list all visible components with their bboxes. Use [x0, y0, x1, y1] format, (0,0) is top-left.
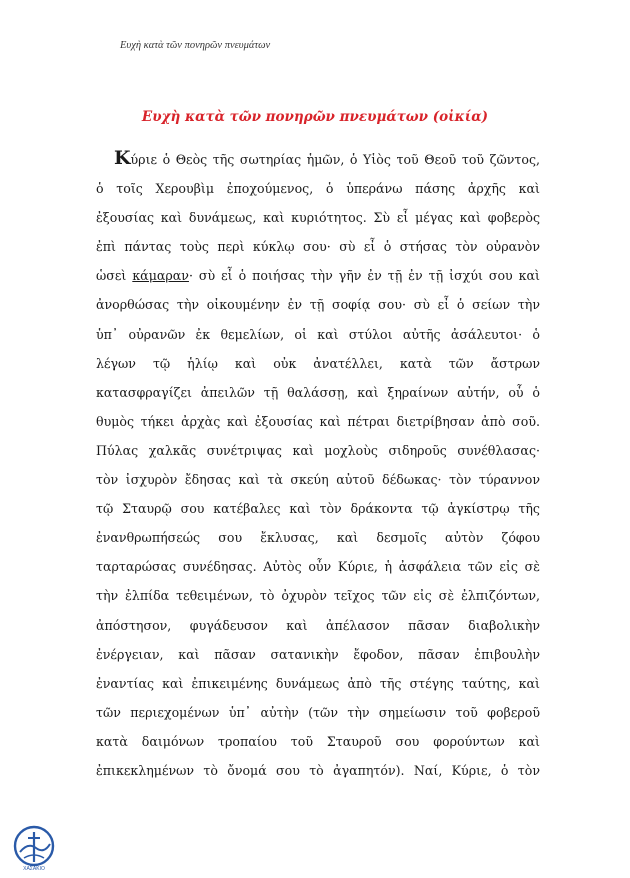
document-title: Ευχὴ κατὰ τῶν πονηρῶν πνευμάτων (οἰκία) [141, 109, 489, 125]
text-line: ἐνέργειαν, καὶ πᾶσαν σατανικὴν ἔφοδον, πᾶσαν ἐπιβουλὴν [96, 646, 540, 662]
text-line: κατὰ δαιμόνων τροπαίου τοῦ Σταυροῦ σου φορούντων καὶ [96, 733, 540, 749]
text-line: Κύριε ὁ Θεὸς τῆς σωτηρίας ἡμῶν, ὁ Υἱὸς τοῦ Θεοῦ τοῦ ζῶντος, [114, 147, 540, 169]
text-line: ταρταρώσας συνέδησας. Αὐτὸς οὖν Κύριε, ἡ ἀσφάλεια τῶν εἰς σὲ [96, 559, 540, 575]
drop-cap: Κ [114, 147, 131, 169]
text-line: τῶν περιεχομένων ὑπ᾽ αὐτὴν (τῶν τὴν σημείωσιν τοῦ φοβεροῦ [96, 704, 540, 720]
text-line: ἀπόστησον, φυγάδευσον καὶ ἀπέλασον πᾶσαν διαβολικὴν [96, 617, 540, 633]
body-text [96, 145, 540, 785]
text-line: λέγων τῷ ἡλίῳ καὶ οὐκ ἀνατέλλει, κατὰ τῶν ἄστρων [96, 355, 540, 371]
text-line: ἐξουσίας καὶ δυνάμεως, καὶ κυριότητος. Σὺ εἶ μέγας καὶ φοβερὸς [96, 210, 540, 226]
text-line: θυμὸς τήκει ἀρχὰς καὶ ἐξουσίας καὶ πέτραι διετρίβησαν ἀπὸ σοῦ. [96, 413, 540, 429]
text-line: τῷ Σταυρῷ σου κατέβαλες καὶ τὸν δράκοντα τῷ ἀγκίστρῳ τῆς [96, 501, 540, 517]
logo-caption: ΧΑΣΑΚΙΟ [23, 866, 45, 872]
text-line: ἐναντίας καὶ ἐπικειμένης δυνάμεως ἀπὸ τῆς στέγης ταύτης, καὶ [96, 675, 540, 691]
underlined-word: κάμαραν [132, 268, 189, 284]
text-line: ἀνορθώσας τὴν οἰκουμένην ἐν τῇ σοφίᾳ σου· σὺ εἶ ὁ σείων τὴν [96, 297, 540, 313]
text-line: ὡσεὶ κάμαραν· σὺ εἶ ὁ ποιήσας τὴν γῆν ἐν τῇ ἐν τῇ ἰσχύι σου καὶ [96, 268, 540, 284]
text-line: ὁ τοῖς Χερουβὶμ ἐποχούμενος, ὁ ὑπεράνω πάσης ἀρχῆς καὶ [96, 181, 540, 197]
text-line: ὑπ᾽ οὐρανῶν ἐκ θεμελίων, οἱ καὶ στύλοι αὐτῆς ἀσάλευτοι· ὁ [96, 326, 540, 342]
text-line: τὴν ἐλπίδα τεθειμένων, τὸ ὀχυρὸν τεῖχος τῶν εἰς σὲ ἐλπιζόντων, [96, 588, 540, 604]
text-line: κατασφραγίζει ἀπειλῶν τῇ θαλάσσῃ, καὶ ξηραίνων αὐτήν, οὗ ὁ [96, 384, 540, 400]
text-line: τὸν ἰσχυρὸν ἔδησας καὶ τὰ σκεύη αὐτοῦ δέδωκας· τὸν τύραννον [96, 472, 540, 488]
running-header: Ευχὴ κατὰ τῶν πονηρῶν πνευμάτων [120, 40, 271, 51]
text-line: ἐνανθρωπήσεώς σου ἔκλυσας, καὶ δεσμοῖς αὐτὸν ζόφου [96, 530, 540, 546]
text-line: ἐπὶ πάντας τοὺς περὶ κύκλῳ σου· σὺ εἶ ὁ στήσας τὸν οὐρανὸν [96, 239, 540, 255]
text-line: ἐπικεκλημένων τὸ ὄνομά σου τὸ ἀγαπητόν). Ναί, Κύριε, ὁ τὸν [96, 762, 540, 778]
text-line: Πύλας χαλκᾶς συνέτριψας καὶ μοχλοὺς σιδηροῦς συνέθλασας· [96, 442, 540, 458]
